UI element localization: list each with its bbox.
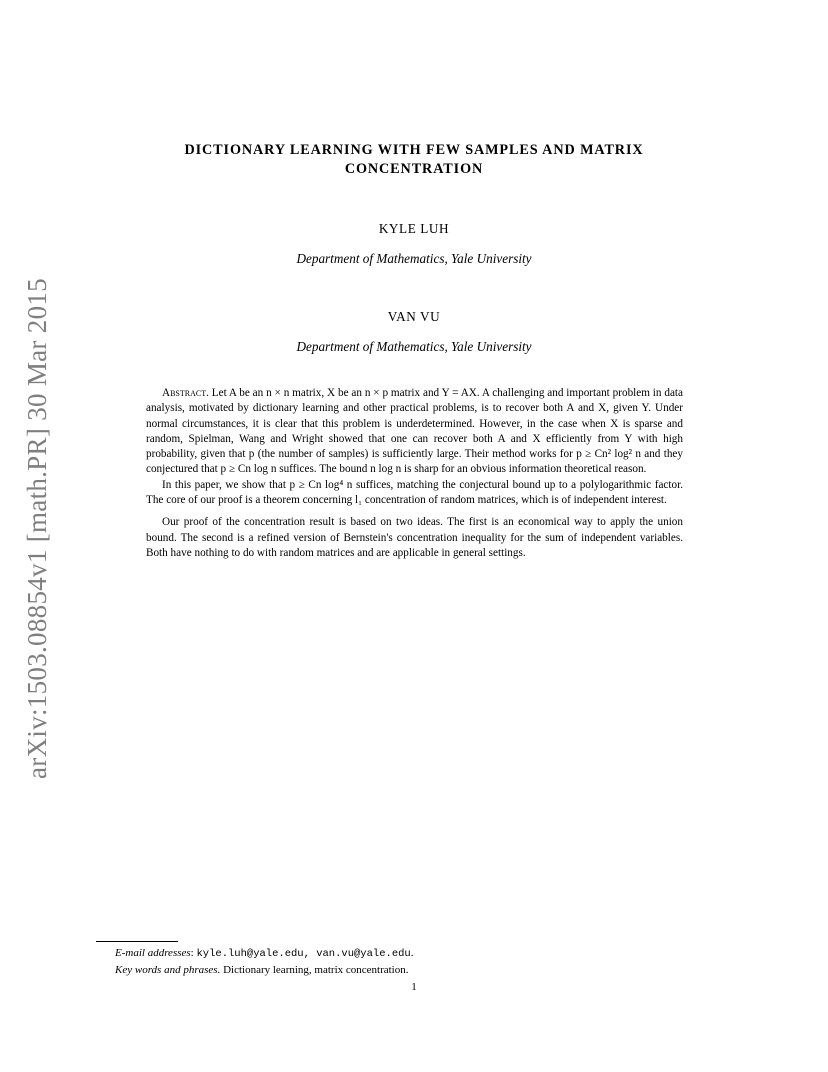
author-affiliation-2: Department of Mathematics, Yale University xyxy=(296,339,532,354)
arxiv-identifier-text: arXiv:1503.08854v1 [math.PR] 30 Mar 2015 xyxy=(21,277,52,779)
paper-title: DICTIONARY LEARNING WITH FEW SAMPLES AND MATRIX CONCENTRATION xyxy=(184,142,644,177)
footnote-keywords xyxy=(115,963,715,979)
abstract-paragraph-3: Our proof of the concentration result is based on two ideas. The first is an economical way to apply the union bound. The second is a refined version of Bernstein's concentration inequality for the sum of independent variables. Both have nothing to do with random matrices and are applicable in general settings. xyxy=(146,516,683,559)
email-label: E-mail addresses xyxy=(115,947,191,959)
abstract-paragraph-2: In this paper, we show that p ≥ Cn log⁴ n suffices, matching the conjectural bound up to a polylogarithmic factor. The core of our proof is a theorem concerning l₁ concentration of random matrices, which is of independent interest. xyxy=(146,478,683,507)
author-name-2: VAN VU xyxy=(387,309,441,324)
footnote-emails: E-mail addresses: kyle.luh@yale.edu, van.vu@yale.edu. xyxy=(115,947,414,960)
footnote-rule xyxy=(96,941,178,942)
footnotes xyxy=(115,946,715,978)
author-name-1: KYLE LUH xyxy=(378,221,450,236)
author-affiliation-1: Department of Mathematics, Yale University xyxy=(296,251,532,266)
abstract xyxy=(146,386,683,561)
page-number: 1 xyxy=(411,981,417,993)
abstract-paragraph-1-text: Let A be an n × n matrix, X be an n × p matrix and Y = AX. A challenging and important problem in data analysis, motivated by dictionary learning and other practical problems, is to recover both A and X, given Y. Under normal circumstances, it is clear that this problem is underdetermined. However, in the case when X is sparse and random, Spielman, Wang and Wright showed that one can recover both A and X efficiently from Y with high probability, given that p (the number of samples) is sufficiently large. Their method works for p ≥ Cn² log² n and they conjectured that p ≥ Cn log n suffices. The bound n log n is sharp for an obvious information theoretical reason. xyxy=(146,387,684,476)
arxiv-identifier-stamp xyxy=(20,268,54,788)
abstract-label: Abstract. xyxy=(162,387,209,399)
abstract-paragraph-1 xyxy=(146,386,683,478)
keywords-label: Key words and phrases. xyxy=(115,963,221,976)
email-addresses: kyle.luh@yale.edu, van.vu@yale.edu xyxy=(196,948,411,960)
keywords-text: Dictionary learning, matrix concentration. xyxy=(223,963,409,976)
